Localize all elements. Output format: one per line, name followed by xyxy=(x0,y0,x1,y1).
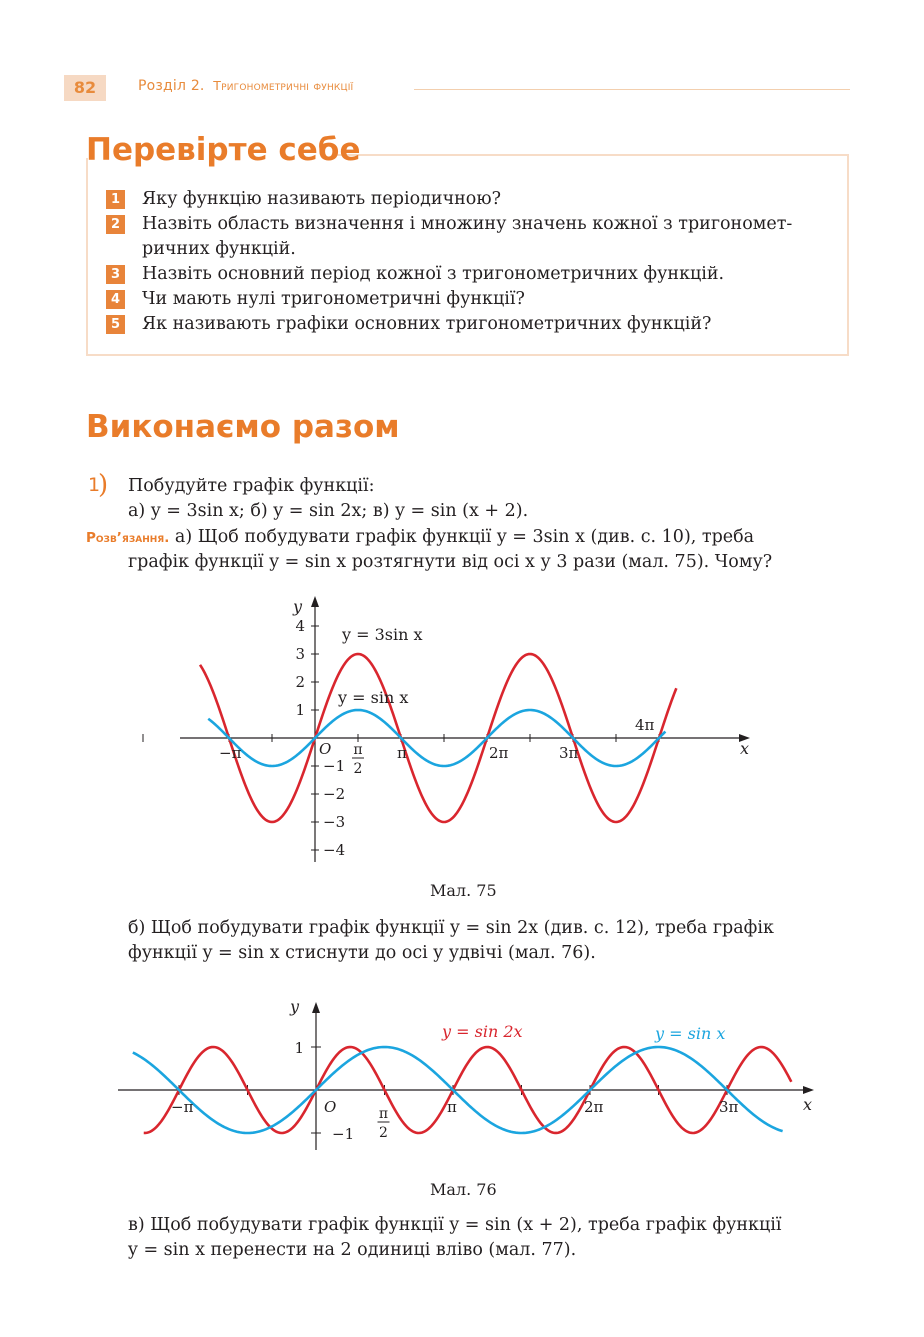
header-rule xyxy=(414,89,850,90)
series-label-sin2x: y = sin 2x xyxy=(442,1022,523,1041)
y-axis-label: y xyxy=(290,997,300,1016)
task-number-bracket: ) xyxy=(98,470,109,500)
x-tick-label: 4π xyxy=(635,716,655,734)
question-text: Назвіть область визначення і множину значень кожної з тригономет-ричних функцій. xyxy=(142,214,793,259)
y-tick-label: −4 xyxy=(323,841,346,859)
task-number: 1 xyxy=(88,474,101,496)
check-yourself-title: Перевірте себе xyxy=(86,132,361,168)
question-number: 1 xyxy=(106,190,125,209)
x-axis-label: x xyxy=(803,1095,813,1114)
y-axis-arrow xyxy=(312,1002,320,1013)
x-axis-label: x xyxy=(740,739,750,758)
y-tick-label: 1 xyxy=(295,701,305,719)
origin-label: O xyxy=(319,740,332,758)
x-axis-arrow xyxy=(803,1086,814,1094)
y-tick-label: 2 xyxy=(295,673,305,691)
x-tick-label: 3π xyxy=(719,1098,739,1116)
series-label-3sinx: y = 3sin x xyxy=(342,625,423,644)
x-tick-label: π xyxy=(397,744,407,762)
y-axis-label: y xyxy=(293,597,303,616)
solution-label: Розв’язання. xyxy=(86,530,170,546)
solution-b-line2: функції y = sin x стиснути до осі y удвічі (мал. 76). xyxy=(128,943,596,963)
x-tick-label: −π xyxy=(219,744,242,762)
y-tick-label: −2 xyxy=(323,785,346,803)
series-label-sinx: y = sin x xyxy=(655,1024,726,1043)
x-tick-label: 3π xyxy=(559,744,579,762)
x-tick-label: 2π xyxy=(584,1098,604,1116)
x-tick-label-pi-half xyxy=(378,1106,390,1141)
question-item xyxy=(106,287,846,312)
fraction-numerator: π xyxy=(378,1106,389,1122)
y-tick-label: 3 xyxy=(295,645,305,663)
question-item xyxy=(106,212,846,262)
solution-c-line1: в) Щоб побудувати графік функції y = sin (x + 2), треба графік функції xyxy=(128,1215,782,1235)
task-text: Побудуйте графік функції: xyxy=(128,476,375,496)
origin-label: O xyxy=(324,1098,337,1116)
y-tick-label: 4 xyxy=(295,617,305,635)
question-number: 2 xyxy=(106,215,125,234)
chapter-label: Розділ 2. xyxy=(138,78,205,94)
y-tick-label: −1 xyxy=(323,757,346,775)
question-number: 4 xyxy=(106,290,125,309)
figure-75-caption: Мал. 75 xyxy=(430,881,497,900)
y-tick-label: −1 xyxy=(332,1125,355,1143)
x-tick-label: 2π xyxy=(489,744,509,762)
fraction-denominator: 2 xyxy=(379,1125,388,1141)
y-axis-arrow xyxy=(311,596,319,607)
do-together-title: Виконаємо разом xyxy=(86,409,400,445)
x-tick-label: π xyxy=(447,1098,457,1116)
question-text: Чи мають нулі тригонометричні функції? xyxy=(142,289,525,309)
solution-a-line2: графік функції y = sin x розтягнути від осі x у 3 рази (мал. 75). Чому? xyxy=(128,552,773,572)
x-tick-label-pi-half xyxy=(352,742,364,777)
question-text: Як називають графіки основних тригонометричних функцій? xyxy=(142,314,712,334)
solution-c-line2: y = sin x перенести на 2 одиниці вліво (мал. 77). xyxy=(128,1240,577,1260)
chapter-title xyxy=(138,78,353,94)
solution-a-line1-row xyxy=(86,525,754,551)
chapter-name: Тригонометричні функції xyxy=(213,78,354,93)
y-tick-label: −3 xyxy=(323,813,346,831)
question-number: 3 xyxy=(106,265,125,284)
task-items: а) y = 3sin x; б) y = sin 2x; в) y = sin (x + 2). xyxy=(128,501,529,521)
question-number: 5 xyxy=(106,315,125,334)
series-label-sinx: y = sin x xyxy=(338,688,409,707)
fraction-denominator: 2 xyxy=(353,761,363,777)
question-item xyxy=(106,187,846,212)
fraction-numerator: π xyxy=(353,742,363,758)
y-tick-label: 1 xyxy=(294,1039,304,1057)
page-number: 82 xyxy=(64,75,106,101)
figure-75-chart xyxy=(0,590,924,870)
x-tick-label: −π xyxy=(171,1098,194,1116)
solution-a-line1: а) Щоб побудувати графік функції y = 3sin x (див. с. 10), треба xyxy=(174,527,755,547)
question-text: Яку функцію називають періодичною? xyxy=(142,189,501,209)
figure-76-chart xyxy=(0,990,924,1160)
figure-76-caption: Мал. 76 xyxy=(430,1180,497,1199)
question-item xyxy=(106,312,846,337)
question-item xyxy=(106,262,846,287)
question-text: Назвіть основний період кожної з тригонометричних функцій. xyxy=(142,264,725,284)
question-list xyxy=(106,187,846,337)
solution-b-line1: б) Щоб побудувати графік функції y = sin 2x (див. с. 12), треба графік xyxy=(128,918,774,938)
